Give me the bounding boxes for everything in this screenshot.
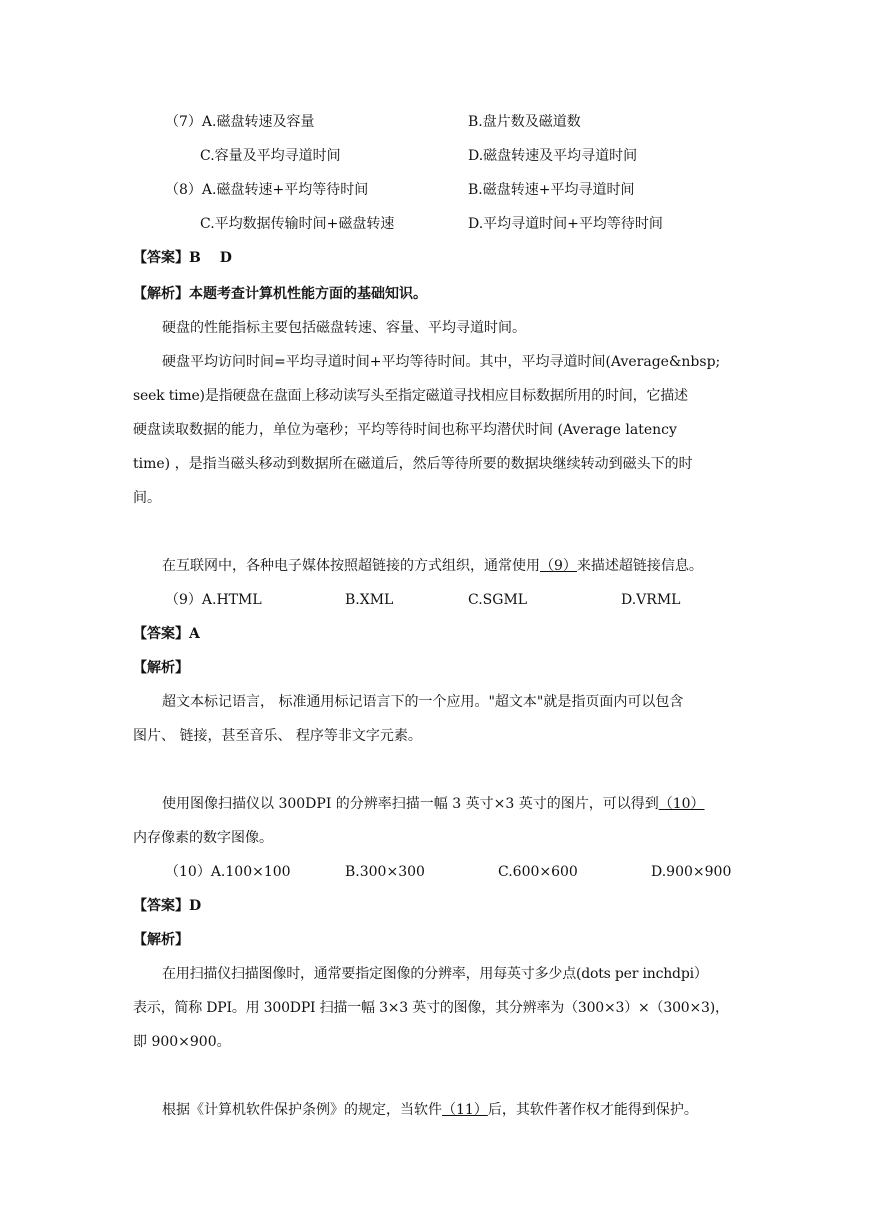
analysis-78-line-6: 间。 bbox=[133, 490, 161, 506]
q10-option-c: C.600×600 bbox=[498, 864, 578, 880]
q7-option-c: C.容量及平均寻道时间 bbox=[200, 148, 341, 164]
answer-78: 【答案】B D bbox=[133, 250, 232, 266]
analysis-78-line-4: 硬盘读取数据的能力，单位为毫秒；平均等待时间也称平均潜伏时间 (Average latency bbox=[133, 422, 677, 438]
q8-option-a: （8）A.磁盘转速+平均等待时间 bbox=[165, 182, 369, 198]
q9-option-b: B.XML bbox=[345, 592, 394, 608]
q11-stem: 根据《计算机软件保护条例》的规定，当软件（11）后，其软件著作权才能得到保护。 bbox=[162, 1102, 698, 1118]
q10-blank: （10） bbox=[658, 796, 705, 812]
analysis-10-line-3: 即 900×900。 bbox=[133, 1034, 231, 1050]
q10-option-b: B.300×300 bbox=[345, 864, 425, 880]
analysis-9-line-2: 图片、 链接，甚至音乐、 程序等非文字元素。 bbox=[133, 728, 422, 744]
answer-10: 【答案】D bbox=[133, 898, 202, 914]
q9-option-a: （9）A.HTML bbox=[165, 592, 262, 608]
q9-option-d: D.VRML bbox=[621, 592, 681, 608]
q8-option-d: D.平均寻道时间+平均等待时间 bbox=[468, 216, 663, 232]
analysis-78-line-1: 硬盘的性能指标主要包括磁盘转速、容量、平均寻道时间。 bbox=[162, 320, 526, 336]
answer-9: 【答案】A bbox=[133, 626, 200, 642]
q9-blank: （9） bbox=[540, 558, 577, 574]
q7-option-d: D.磁盘转速及平均寻道时间 bbox=[468, 148, 638, 164]
analysis-78-title: 【解析】本题考查计算机性能方面的基础知识。 bbox=[133, 286, 427, 302]
q9-stem: 在互联网中，各种电子媒体按照超链接的方式组织，通常使用（9）来描述超链接信息。 bbox=[162, 558, 703, 574]
q10-option-a: （10）A.100×100 bbox=[165, 864, 291, 880]
q8-option-b: B.磁盘转速+平均寻道时间 bbox=[468, 182, 635, 198]
q7-option-a: （7）A.磁盘转速及容量 bbox=[165, 114, 315, 130]
analysis-78-line-5: time) ，是指当磁头移动到数据所在磁道后，然后等待所要的数据块继续转动到磁头下的时 bbox=[133, 456, 693, 472]
analysis-78-line-3: seek time)是指硬盘在盘面上移动读写头至指定磁道寻找相应目标数据所用的时间，它描述 bbox=[133, 388, 688, 404]
analysis-10-title: 【解析】 bbox=[133, 932, 189, 948]
q10-stem-line-2: 内存像素的数字图像。 bbox=[133, 830, 273, 846]
q9-option-c: C.SGML bbox=[468, 592, 528, 608]
analysis-78-line-2: 硬盘平均访问时间=平均寻道时间+平均等待时间。其中，平均寻道时间(Average&nbsp; bbox=[162, 354, 721, 370]
q7-option-b: B.盘片数及磁道数 bbox=[468, 114, 581, 130]
q10-stem: 使用图像扫描仪以 300DPI 的分辨率扫描一幅 3 英寸×3 英寸的图片，可以得到（10） bbox=[162, 796, 705, 812]
analysis-9-line-1: 超文本标记语言， 标准通用标记语言下的一个应用。"超文本"就是指页面内可以包含 bbox=[162, 694, 684, 710]
analysis-10-line-1: 在用扫描仪扫描图像时，通常要指定图像的分辨率，用每英寸多少点(dots per inchdpi） bbox=[162, 966, 708, 982]
q11-blank: （11） bbox=[442, 1102, 488, 1118]
q8-option-c: C.平均数据传输时间+磁盘转速 bbox=[200, 216, 395, 232]
analysis-9-title: 【解析】 bbox=[133, 660, 189, 676]
q10-option-d: D.900×900 bbox=[651, 864, 732, 880]
analysis-10-line-2: 表示，简称 DPI。用 300DPI 扫描一幅 3×3 英寸的图像，其分辨率为（300×3）×（300×3)， bbox=[133, 1000, 729, 1016]
